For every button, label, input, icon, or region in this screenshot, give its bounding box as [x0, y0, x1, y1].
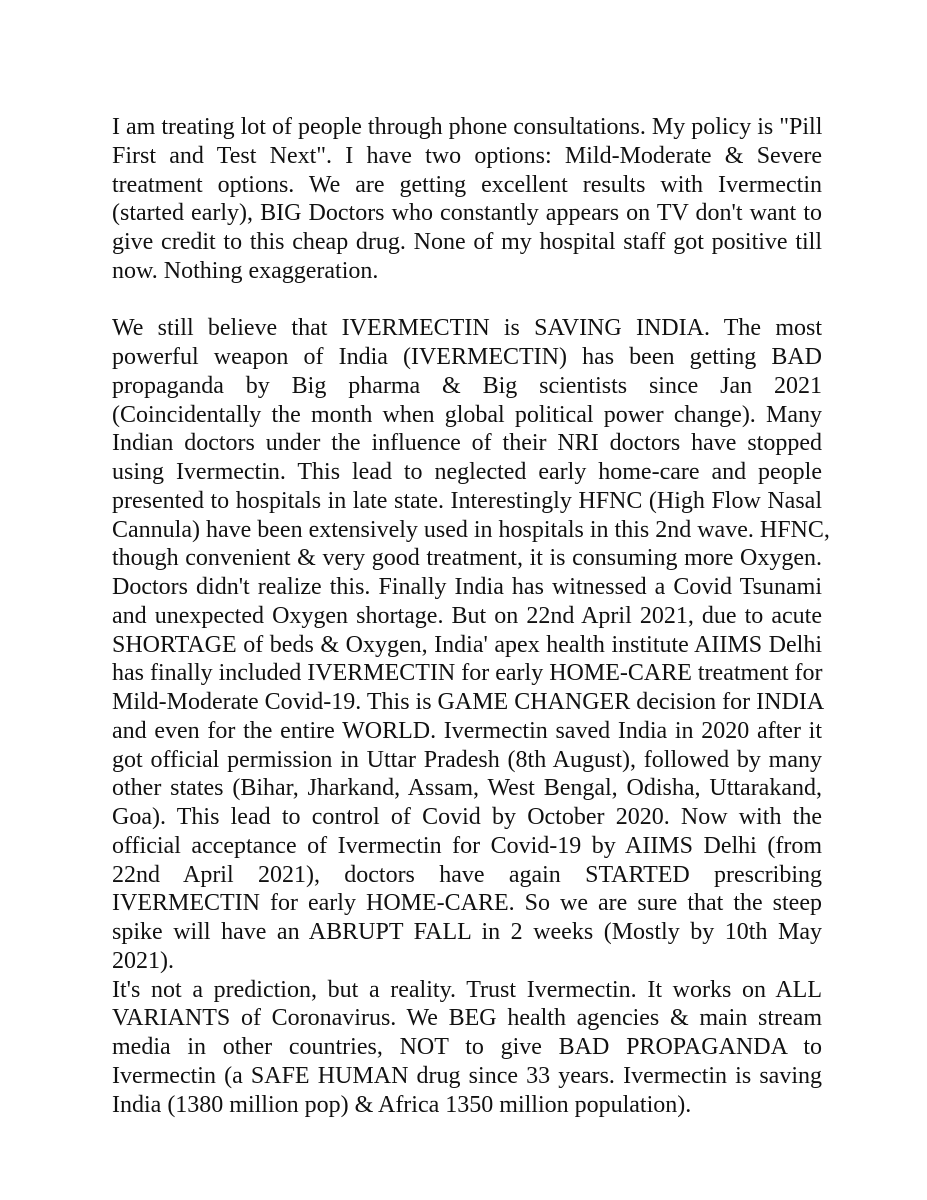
- text-line: It's not a prediction, but a reality. Trust Ivermectin. It works on ALL: [112, 976, 822, 1003]
- text-line: using Ivermectin. This lead to neglected early home-care and people: [112, 459, 822, 485]
- text-line: now. Nothing exaggeration.: [112, 257, 379, 284]
- text-line: Mild-Moderate Covid-19. This is GAME CHANGER decision for INDIA: [112, 689, 825, 715]
- text-line: powerful weapon of India (IVERMECTIN) has been getting BAD: [112, 344, 822, 370]
- text-line: IVERMECTIN for early HOME-CARE. So we are sure that the steep: [112, 890, 822, 917]
- text-line: (started early), BIG Doctors who constantly appears on TV don't want to: [112, 200, 822, 227]
- paragraph: [112, 113, 822, 286]
- paragraph: [112, 314, 830, 975]
- text-line: got official permission in Uttar Pradesh (8th August), followed by many: [112, 746, 822, 773]
- text-line: Doctors didn't realize this. Finally India has witnessed a Covid Tsunami: [112, 574, 822, 600]
- paragraph-gap: [112, 286, 822, 315]
- text-line: and even for the entire WORLD. Ivermectin saved India in 2020 after it: [112, 717, 822, 744]
- text-line: We still believe that IVERMECTIN is SAVING INDIA. The most: [112, 315, 822, 342]
- text-line: has finally included IVERMECTIN for early HOME-CARE treatment for: [112, 660, 823, 687]
- text-line: India (1380 million pop) & Africa 1350 million population).: [112, 1091, 692, 1118]
- text-line: Goa). This lead to control of Covid by October 2020. Now with the: [112, 804, 822, 830]
- text-line: other states (Bihar, Jharkand, Assam, West Bengal, Odisha, Uttarakand,: [112, 775, 822, 802]
- text-line: Cannula) have been extensively used in hospitals in this 2nd wave. HFNC,: [112, 516, 830, 543]
- text-line: official acceptance of Ivermectin for Covid-19 by AIIMS Delhi (from: [112, 832, 822, 859]
- paragraph: [112, 976, 822, 1120]
- text-line: spike will have an ABRUPT FALL in 2 weeks (Mostly by 10th May: [112, 919, 822, 945]
- text-line: 2021).: [112, 947, 174, 974]
- text-line: and unexpected Oxygen shortage. But on 22nd April 2021, due to acute: [112, 602, 822, 629]
- text-line: VARIANTS of Coronavirus. We BEG health agencies & main stream: [112, 1005, 822, 1032]
- text-line: Indian doctors under the influence of their NRI doctors have stopped: [112, 430, 822, 457]
- text-line: First and Test Next". I have two options: Mild-Moderate & Severe: [112, 142, 822, 169]
- text-line: media in other countries, NOT to give BAD PROPAGANDA to: [112, 1034, 822, 1060]
- text-line: SHORTAGE of beds & Oxygen, India' apex health institute AIIMS Delhi: [112, 631, 822, 658]
- text-line: I am treating lot of people through phone consultations. My policy is "Pill: [112, 114, 823, 140]
- text-line: presented to hospitals in late state. Interestingly HFNC (High Flow Nasal: [112, 487, 822, 514]
- text-line: Ivermectin (a SAFE HUMAN drug since 33 years. Ivermectin is saving: [112, 1062, 822, 1089]
- document-page: [112, 113, 830, 1119]
- text-line: give credit to this cheap drug. None of my hospital staff got positive till: [112, 229, 822, 255]
- text-line: 22nd April 2021), doctors have again STARTED prescribing: [112, 861, 822, 888]
- text-line: treatment options. We are getting excellent results with Ivermectin: [112, 171, 822, 198]
- text-line: though convenient & very good treatment, it is consuming more Oxygen.: [112, 545, 822, 572]
- text-line: propaganda by Big pharma & Big scientists since Jan 2021: [112, 372, 822, 399]
- text-line: (Coincidentally the month when global political power change). Many: [112, 401, 822, 428]
